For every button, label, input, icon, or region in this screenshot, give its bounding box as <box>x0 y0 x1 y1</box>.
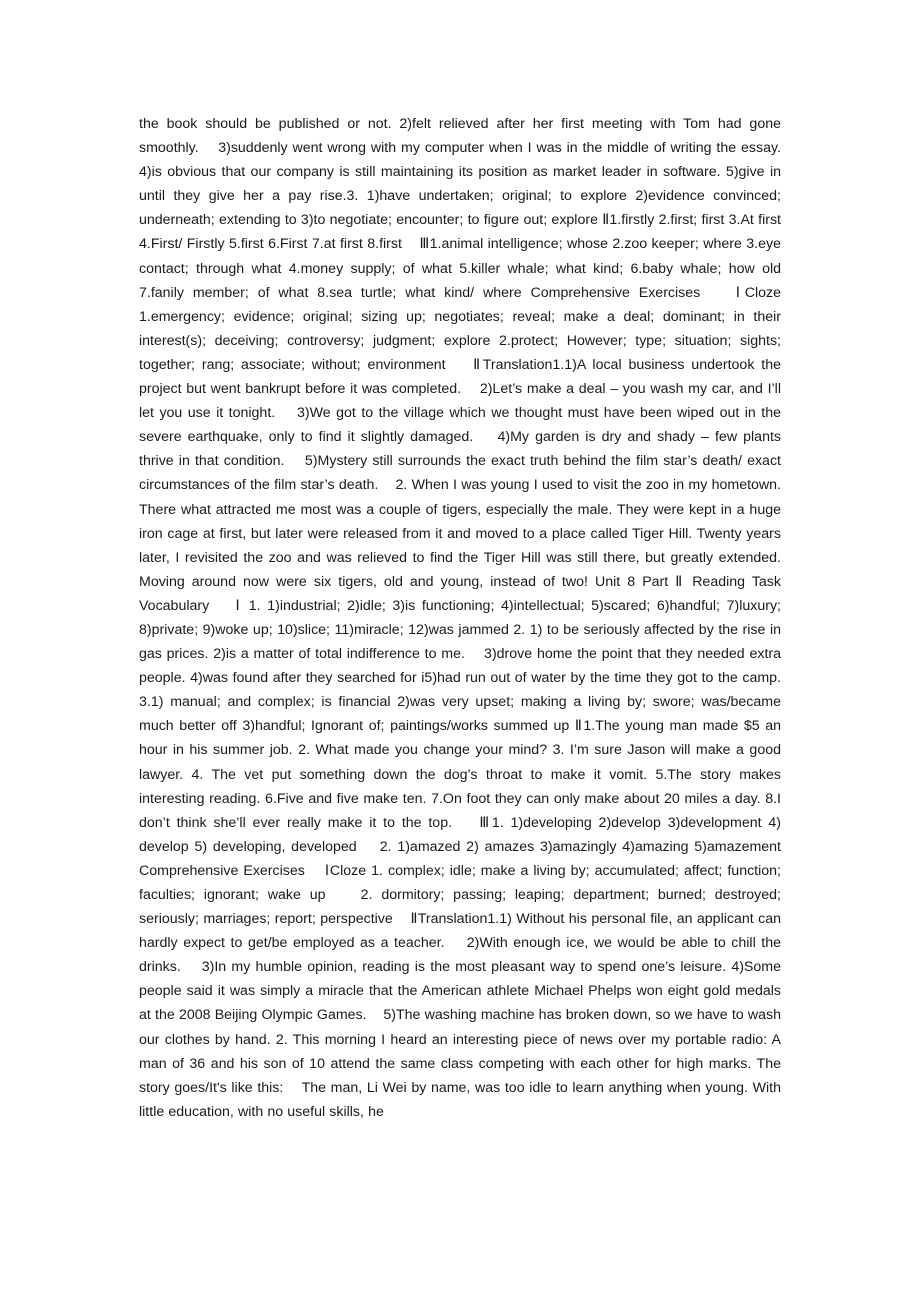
answer-key-text: the book should be published or not. 2)felt relieved after her first meeting with Tom had gone smoothly. 3)suddenly went wrong with my computer when I was in the middle of writing the essay. 4)is obvious that our company is still maintaining its position as market leader in software. 5)give in until they give her a pay rise.3. 1)have undertaken; original; to explore 2)evidence convinced; underneath; extending to 3)to negotiate; encounter; to figure out; explore Ⅱ1.firstly 2.first; first 3.At first 4.First/ Firstly 5.first 6.First 7.at first 8.first Ⅲ1.animal intelligence; whose 2.zoo keeper; where 3.eye contact; through what 4.money supply; of what 5.killer whale; what kind; 6.baby whale; how old 7.fanily member; of what 8.sea turtle; what kind/ where Comprehensive Exercises ⅠCloze 1.emergency; evidence; original; sizing up; negotiates; reveal; make a deal; dominant; in their interest(s); deceiving; controversy; judgment; explore 2.protect; However; type; situation; sights; together; rang; associate; without; environment ⅡTranslation1.1)A local business undertook the project but went bankrupt before it was completed. 2)Let’s make a deal – you wash my car, and I’ll let you use it tonight. 3)We got to the village which we thought must have been wiped out in the severe earthquake, only to find it slightly damaged. 4)My garden is dry and shady – few plants thrive in that condition. 5)Mystery still surrounds the exact truth behind the film star’s death/ exact circumstances of the film star’s death. 2. When I was young I used to visit the zoo in my hometown. There what attracted me most was a couple of tigers, especially the male. They were kept in a huge iron cage at first, but later were released from it and moved to a place called Tiger Hill. Twenty years later, I revisited the zoo and was relieved to find the Tiger Hill was still there, but greatly extended. Moving around now were six tigers, old and young, instead of two! Unit 8 Part Ⅱ Reading Task Vocabulary Ⅰ 1. 1)industrial; 2)idle; 3)is functioning; 4)intellectual; 5)scared; 6)handful; 7)luxury; 8)private; 9)woke up; 10)slice; 11)miracle; 12)was jammed 2. 1) to be seriously affected by the rise in gas prices. 2)is a matter of total indifference to me. 3)drove home the point that they needed extra people. 4)was found after they searched for i5)had run out of water by the time they got to the camp. 3.1) manual; and complex; is financial 2)was very upset; making a living by; swore; was/became much better off 3)handful; Ignorant of; paintings/works summed up Ⅱ1.The young man made $5 an hour in his summer job. 2. What made you change your mind? 3. I’m sure Jason will make a good lawyer. 4. The vet put something down the dog’s throat to make it vomit. 5.The story makes interesting reading. 6.Five and five make ten. 7.On foot they can only make about 20 miles a day. 8.I don’t think she’ll ever really make it to the top. Ⅲ1. 1)developing 2)develop 3)development 4) develop 5) developing, developed 2. 1)amazed 2) amazes 3)amazingly 4)amazing 5)amazement Comprehensive Exercises ⅠCloze 1. complex; idle; make a living by; accumulated; affect; function; faculties; ignorant; wake up 2. dormitory; passing; leaping; department; burned; destroyed; seriously; marriages; report; perspective ⅡTranslation1.1) Without his personal file, an applicant can hardly expect to get/be employed as a teacher. 2)With enough ice, we would be able to chill the drinks. 3)In my humble opinion, reading is the most pleasant way to spend one’s leisure. 4)Some people said it was simply a miracle that the American athlete Michael Phelps won eight gold medals at the 2008 Beijing Olympic Games. 5)The washing machine has broken down, so we have to wash our clothes by hand. 2. This morning I heard an interesting piece of news over my portable radio: A man of 36 and his son of 10 attend the same class competing with each other for high marks. The story goes/It's like this: The man, Li Wei by name, was too idle to learn anything when young. With little education, with no useful skills, he <box>139 116 798 1120</box>
document-page <box>139 112 798 1124</box>
